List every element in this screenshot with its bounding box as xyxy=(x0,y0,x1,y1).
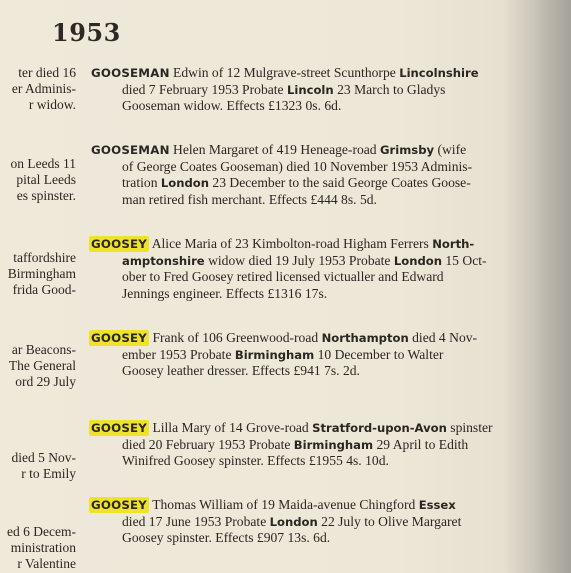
entry-text: Goosey spinster. Effects £907 13s. 6d. xyxy=(122,530,331,545)
entry-line xyxy=(91,437,533,454)
entry-text: Jennings engineer. Effects £1316 17s. xyxy=(122,285,328,301)
place-name: North- xyxy=(432,237,475,251)
entry-text: 23 March to Gladys xyxy=(333,81,446,97)
left-fragment-line: pital Leeds xyxy=(16,172,76,187)
probate-entry xyxy=(91,236,533,302)
left-fragment-line: The General xyxy=(8,358,76,373)
place-name: London xyxy=(160,176,210,190)
left-fragment-line: ed 6 Decem- xyxy=(7,524,76,539)
entry-line xyxy=(91,65,533,82)
place-name: Grimsby xyxy=(380,143,435,157)
entry-text: 29 April to Edith xyxy=(373,436,469,452)
entry-text: Winifred Goosey spinster. Effects £1955 4s. 10d. xyxy=(122,453,389,468)
probate-entry xyxy=(91,420,533,470)
probate-entry xyxy=(91,142,533,208)
entry-text: died 7 February 1953 Probate xyxy=(122,81,287,97)
left-fragment-line: r to Emily xyxy=(21,466,76,481)
entry-text: Goosey leather dresser. Effects £941 7s. 2d. xyxy=(122,363,360,378)
entry-text: 22 July to Olive Margaret xyxy=(317,513,462,529)
place-name: amptonshire xyxy=(122,253,205,268)
left-fragment-block xyxy=(0,342,76,390)
probate-entry xyxy=(91,330,533,380)
place-name: London xyxy=(269,514,318,529)
left-fragment-line: er Adminis- xyxy=(11,81,76,96)
place-name: London xyxy=(393,253,442,268)
probate-entry xyxy=(91,497,533,547)
entry-line xyxy=(91,175,533,192)
entry-text: died 4 Nov- xyxy=(408,330,478,345)
left-fragment-line: ord 29 July xyxy=(15,374,76,389)
entry-text: Edwin of 12 Mulgrave-street Scunthorpe xyxy=(173,65,400,80)
entry-line xyxy=(91,453,533,470)
entry-surname: GOOSEY xyxy=(91,331,148,345)
entry-line xyxy=(91,253,533,270)
entry-text: widow died 19 July 1953 Probate xyxy=(204,252,394,268)
entry-text: Gooseman widow. Effects £1323 0s. 6d. xyxy=(122,98,342,113)
left-fragment-block xyxy=(0,156,76,204)
entry-text: man retired fish merchant. Effects £444 8s. 5d. xyxy=(122,191,377,207)
left-fragment-line: ter died 16 xyxy=(18,65,76,80)
entry-line xyxy=(91,82,533,99)
entry-surname: GOOSEY xyxy=(91,421,148,435)
entry-text: died 17 June 1953 Probate xyxy=(122,513,270,529)
entry-line xyxy=(91,514,533,531)
left-fragment-block xyxy=(0,250,76,298)
binding-shadow xyxy=(535,0,571,573)
left-fragment-line: on Leeds 11 xyxy=(10,156,76,171)
entry-line xyxy=(91,269,533,286)
place-name: Lincolnshire xyxy=(399,66,479,80)
left-fragment-line: r widow. xyxy=(28,97,76,112)
left-fragment-line: died 5 Nov- xyxy=(11,450,76,465)
entry-text: Alice Maria of 23 Kimbolton-road Higham Ferrers xyxy=(151,236,433,251)
left-fragment-block xyxy=(0,450,76,482)
left-fragment-line: frida Good- xyxy=(12,282,76,297)
entry-text: ember 1953 Probate xyxy=(122,346,235,362)
entry-text: 23 December to the said George Coates Goose- xyxy=(209,175,471,190)
entry-line xyxy=(91,420,533,437)
entry-text: Frank of 106 Greenwood-road xyxy=(152,330,322,345)
entry-line xyxy=(91,192,533,209)
left-fragment-block xyxy=(0,65,76,113)
entry-line xyxy=(91,330,533,347)
place-name: Northampton xyxy=(321,331,409,345)
entry-text: 10 December to Walter xyxy=(314,346,444,362)
left-fragment-line: es spinster. xyxy=(16,188,76,203)
entry-line xyxy=(91,159,533,176)
place-name: Lincoln xyxy=(286,82,334,97)
place-name: Stratford-upon-Avon xyxy=(312,421,447,435)
entry-text: spinster xyxy=(446,420,493,435)
entry-text: Lilla Mary of 14 Grove-road xyxy=(152,420,313,435)
entry-line xyxy=(91,142,533,159)
entry-line xyxy=(91,98,533,115)
entry-text: 15 Oct- xyxy=(441,252,487,268)
entry-surname: GOOSEY xyxy=(91,237,148,251)
place-name: Birmingham xyxy=(234,347,315,362)
place-name: Essex xyxy=(418,498,456,512)
place-name: Birmingham xyxy=(293,437,374,452)
entry-line xyxy=(91,286,533,303)
entry-line xyxy=(91,497,533,514)
entry-text: ober to Fred Goosey retired licensed victualler and Edward xyxy=(122,269,444,284)
entry-line xyxy=(91,530,533,547)
entry-text: (wife xyxy=(434,142,467,157)
probate-entry xyxy=(91,65,533,115)
left-fragment-line: ar Beacons- xyxy=(11,342,76,357)
entry-surname: GOOSEY xyxy=(91,498,148,512)
entry-surname: GOOSEMAN xyxy=(91,143,170,157)
entry-text: died 20 February 1953 Probate xyxy=(122,436,294,452)
entry-surname: GOOSEMAN xyxy=(91,66,170,80)
entry-line xyxy=(91,236,533,253)
left-fragment-line: ministration xyxy=(10,540,76,555)
entry-text: Helen Margaret of 419 Heneage-road xyxy=(173,142,381,157)
entry-line xyxy=(91,347,533,364)
entry-line xyxy=(91,363,533,380)
left-fragment-line: r Valentine xyxy=(17,556,76,571)
page-year-heading: 1953 xyxy=(52,18,121,47)
entry-text: tration xyxy=(122,175,161,190)
left-fragment-block xyxy=(0,524,76,572)
left-fragment-line: Birmingham xyxy=(7,266,76,281)
left-fragment-line: taffordshire xyxy=(13,250,76,265)
entry-text: Thomas William of 19 Maida-avenue Chingford xyxy=(152,497,419,512)
entry-text: of George Coates Gooseman) died 10 November 1953 Adminis- xyxy=(122,158,473,174)
